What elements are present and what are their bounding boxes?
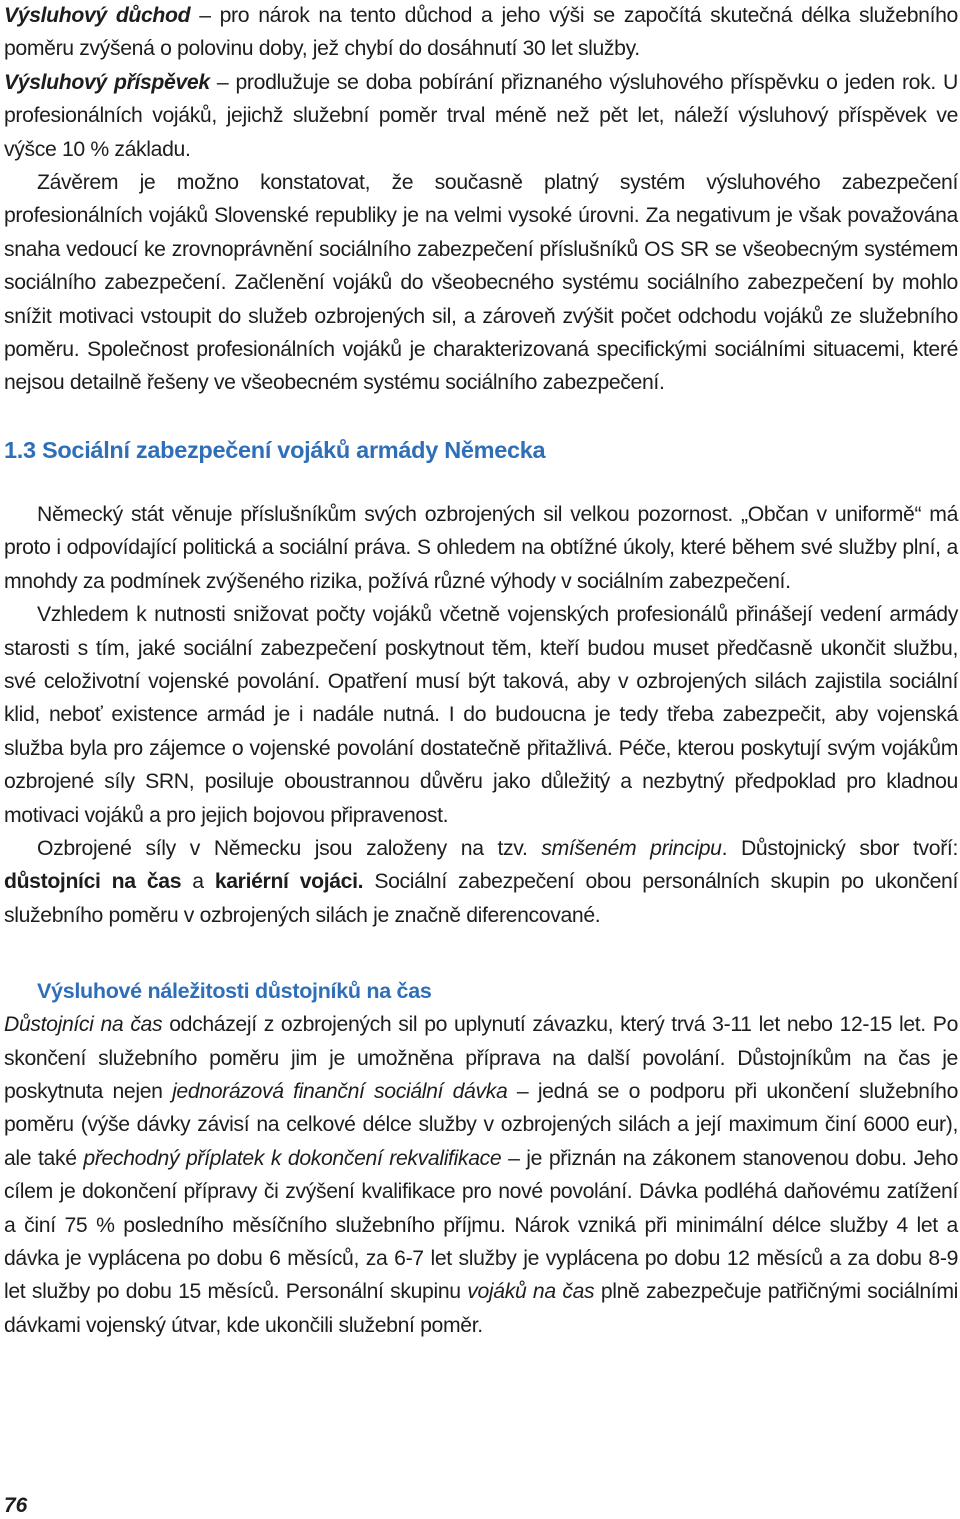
paragraph-officers-on-time <box>4 1008 958 1342</box>
paragraph-text: – prodlužuje se doba pobírání přiznaného výsluhového příspěvku o jeden rok. U profesionálních vojáků, jejichž služební poměr trval méně než pět let, náleží výsluhový příspěvek ve výšce 10 % základu. <box>4 70 958 161</box>
paragraph-text: – jedná se o podporu při ukončení služebního poměru (výše dávky závisí na celkové délce služby v ozbrojených silách a její maximum činí 6000 eur), ale také <box>4 1079 958 1170</box>
paragraph-text: plně zabezpečuje patřičnými sociálními dávkami vojenský útvar, kde ukončili služební poměr. <box>4 1280 958 1337</box>
page-number: 76 <box>4 1494 28 1517</box>
term-vysluhovy-duchod: Výsluhový důchod <box>4 4 191 27</box>
paragraph-text: – pro nárok na tento důchod a jeho výši se započítá skutečná délka služebního poměru zvýšená o polovinu doby, jež chybí do dosáhnutí 30 let služby. <box>4 4 958 61</box>
paragraph-vysluhovy-duchod <box>4 0 958 66</box>
paragraph-army-reduction: Vzhledem k nutnosti snižovat počty vojáků včetně vojenských profesionálů přinášejí vedení armády starosti s tím, jaké sociální zabezpečení poskytnout těm, kteří budou muset předčasně ukončit službu, své celoživotní vojenské povolání. Opatření musí být taková, aby v ozbrojených silách zajistila sociální klid, neboť existence armád je i nadále nutná. I do budoucna je tedy třeba zabezpečit, aby vojenská služba byla pro zájemce o vojenské povolání dostatečně přitažlivá. Péče, kterou poskytují svým vojákům ozbrojené síly SRN, posiluje oboustrannou důvěru jako důležitý a nezbytný předpoklad pro kladnou motivaci vojáků a pro jejich bojovou připravenost. <box>4 603 958 827</box>
paragraph-german-state: Německý stát věnuje příslušníkům svých ozbrojených sil velkou pozornost. „Občan v uniformě“ má proto i odpovídající politická a sociální práva. S ohledem na obtížné úkoly, které během své služby plní, a mnohdy za podmínek zvýšeného rizika, požívá různé výhody v sociálním zabezpečení. <box>4 502 958 593</box>
paragraph-text: Sociální zabezpečení obou personálních skupin po ukončení služebního poměru v ozbrojených silách je značně diferencované. <box>4 870 958 927</box>
bold-term-officers-on-time: důstojníci na čas <box>4 870 182 894</box>
italic-term: Důstojníci na čas <box>4 1013 163 1037</box>
paragraph-text: . Důstojnický sbor tvoří: <box>721 836 959 860</box>
document-page <box>4 0 958 1342</box>
italic-term: smíšeném principu <box>541 836 722 860</box>
subsection-heading: Výsluhové náležitosti důstojníků na čas <box>37 979 432 1004</box>
paragraph-text: – je přiznán na zákonem stanovenou dobu. Jeho cílem je dokončení přípravy či zvýšení kvalifikace pro nové povolání. Dávka podléhá daňovému zatížení a činí 75 % posledního měsíčního služebního příjmu. Nárok vzniká při minimální délce služby 4 let a dávka je vyplácena po dobu 6 měsíců, za 6-7 let služby je vyplácena po dobu 12 měsíců a za dobu 8-9 let služby po dobu 15 měsíců. Personální skupinu <box>4 1146 958 1304</box>
italic-term: vojáků na čas <box>467 1280 595 1304</box>
section-heading: 1.3 Sociální zabezpečení vojáků armády Německa <box>4 436 546 463</box>
bold-term-career-soldiers: kariérní vojáci. <box>214 870 364 894</box>
term-vysluhovy-prispevek: Výsluhový příspěvek <box>4 70 210 94</box>
paragraph-text: odcházejí z ozbrojených sil po uplynutí závazku, který trvá 3-11 let nebo 12-15 let. Po skončení služebního poměru jim je umožněna příprava na další povolání. Důstojníkům na čas je poskytnuta nejen <box>4 1013 958 1103</box>
italic-term: přechodný příplatek k dokončení rekvalifikace <box>83 1146 502 1170</box>
paragraph-vysluhovy-prispevek <box>4 66 958 166</box>
italic-term: jednorázová finanční sociální dávka <box>172 1079 508 1103</box>
paragraph-armed-forces-principle <box>4 832 958 932</box>
paragraph-text: a <box>181 870 215 894</box>
paragraph-text: Ozbrojené síly v Německu jsou založeny na tzv. <box>37 836 542 860</box>
paragraph-conclusion: Závěrem je možno konstatovat, že současně platný systém výsluhového zabezpečení profesionálních vojáků Slovenské republiky je na velmi vysoké úrovni. Za negativum je však považována snaha vedoucí ke zrovnoprávnění sociálního zabezpečení příslušníků OS SR se všeobecným systémem sociálního zabezpečení. Začlenění vojáků do všeobecného systému sociálního zabezpečení by mohlo snížit motivaci vstoupit do služeb ozbrojených sil, a zároveň zvýšit počet odchodu vojáků ze služebního poměru. Společnost profesionálních vojáků je charakterizovaná specifickými sociálními situacemi, které nejsou detailně řešeny ve všeobecném systému sociálního zabezpečení. <box>4 171 958 395</box>
